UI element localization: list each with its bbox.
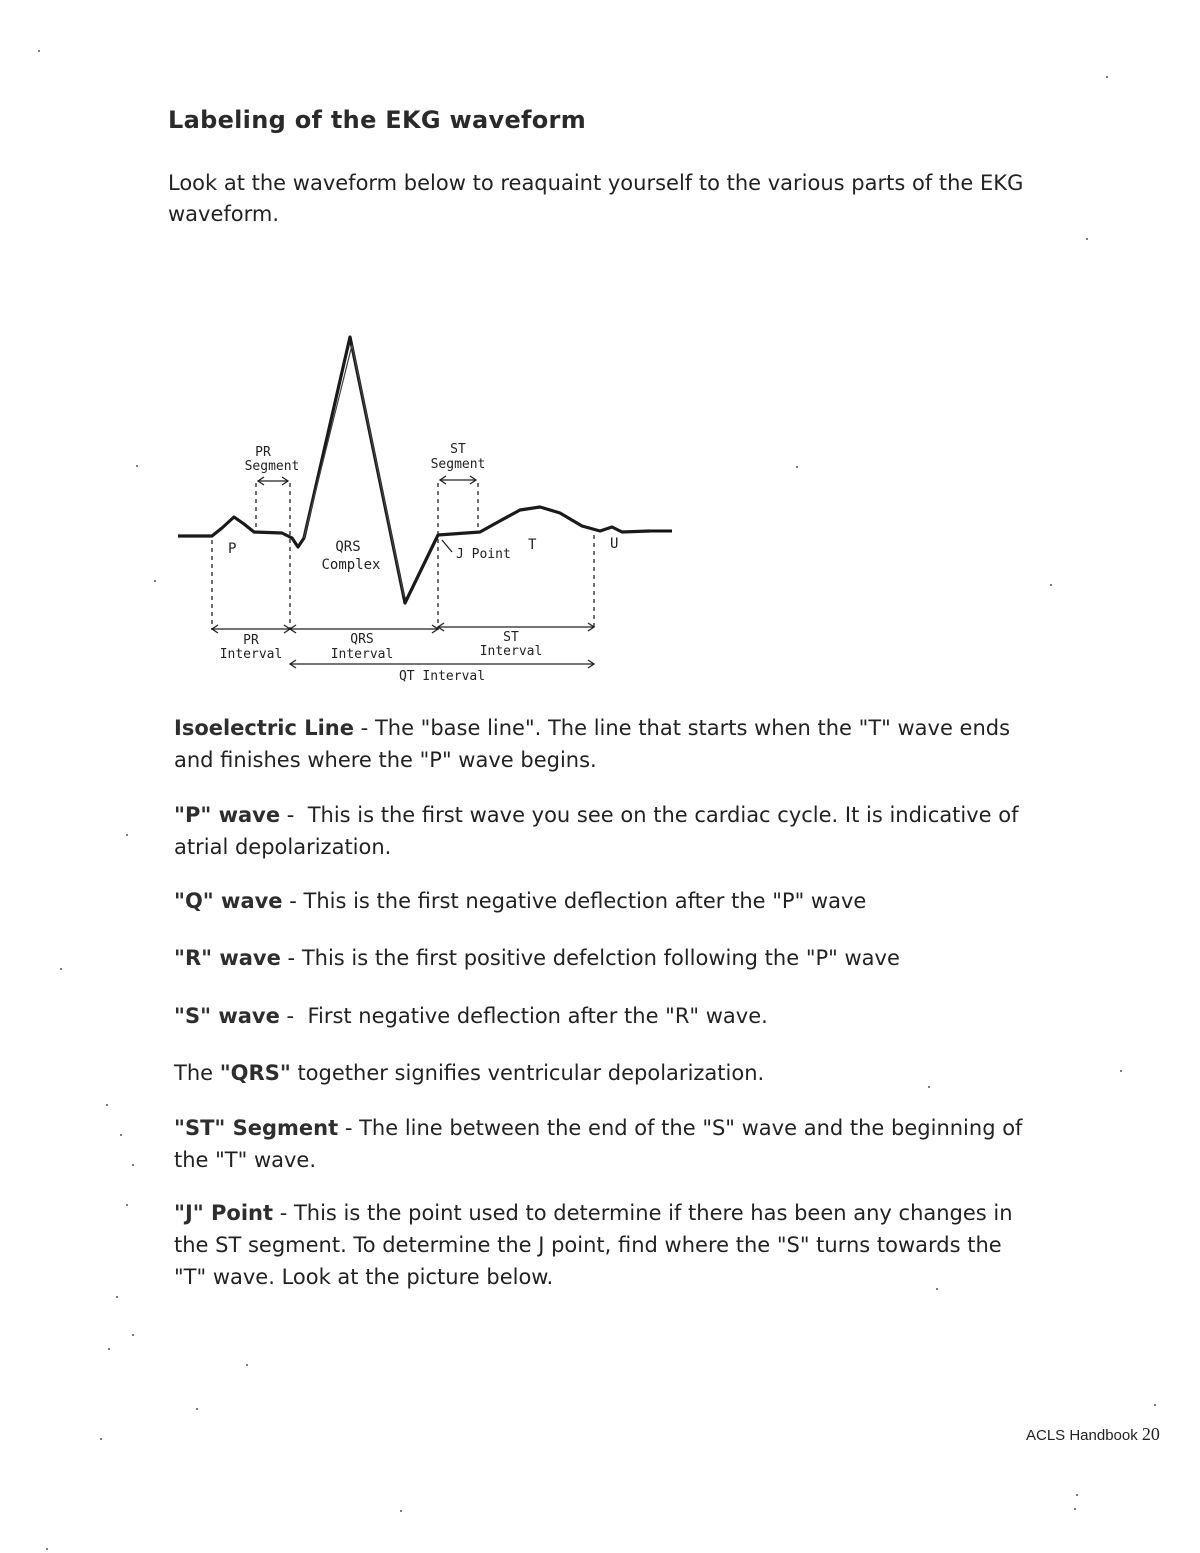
definition-separator: -	[338, 1116, 360, 1140]
scan-speck	[106, 1104, 108, 1106]
st-segment-label-1: ST	[450, 442, 466, 457]
scan-speck	[1076, 1494, 1078, 1496]
pr-interval-label-1: PR	[243, 633, 259, 648]
st-interval-label-2: Interval	[479, 644, 543, 659]
definition-text: This is the first negative deflection after the "P" wave	[303, 889, 867, 913]
definition-term: "J" Point	[174, 1201, 274, 1225]
definition-r-wave	[174, 942, 1034, 974]
definition-term: "ST" Segment	[174, 1116, 339, 1140]
scan-speck	[100, 1438, 102, 1440]
definition-text: together signifies ventricular depolarization.	[297, 1061, 765, 1085]
definition-separator: -	[273, 1201, 294, 1225]
definition-j-point	[174, 1197, 1034, 1293]
page-footer	[1026, 1424, 1160, 1445]
definition-st-segment	[174, 1112, 1034, 1176]
definition-prefix: The	[174, 1061, 220, 1085]
pr-segment-label-2: Segment	[244, 459, 300, 474]
definition-text: First negative deflection after the "R" wave.	[307, 1004, 768, 1028]
scan-speck	[126, 1204, 128, 1206]
definition-separator: -	[280, 803, 308, 827]
scan-speck	[1074, 1508, 1076, 1510]
definition-term: "P" wave	[174, 803, 281, 827]
qrs-complex-label-2: Complex	[321, 557, 381, 573]
scan-speck	[936, 1288, 938, 1290]
st-segment-label-2: Segment	[430, 457, 486, 472]
definition-separator: -	[279, 1004, 308, 1028]
u-wave-label: U	[610, 536, 619, 552]
definition-separator: -	[354, 716, 375, 740]
scan-speck	[1086, 238, 1088, 240]
interval-markers	[212, 483, 594, 630]
definition-text: This is the first positive defelction following the "P" wave	[301, 946, 900, 970]
scan-speck	[132, 1164, 134, 1166]
scan-speck	[136, 465, 138, 467]
qt-interval-label: QT Interval	[398, 669, 486, 684]
scan-speck	[60, 968, 62, 970]
j-point-label: J Point	[456, 547, 511, 562]
page-title: Labeling of the EKG waveform	[168, 106, 587, 134]
t-wave-label: T	[528, 537, 537, 553]
scan-speck	[38, 50, 40, 52]
definition-qrs	[174, 1057, 1034, 1089]
definition-separator: -	[280, 946, 302, 970]
scan-speck	[246, 1364, 248, 1366]
scan-speck	[108, 1348, 110, 1350]
qrs-interval-label-1: QRS	[350, 632, 374, 647]
definition-p-wave	[174, 799, 1034, 863]
definition-text: The line between the end of the "S" wave and the beginning of the "T" wave.	[174, 1116, 1023, 1172]
qrs-interval-label-2: Interval	[330, 647, 394, 662]
definition-isoelectric-line	[174, 712, 1034, 776]
scan-speck	[196, 1408, 198, 1410]
definition-s-wave	[174, 1000, 1034, 1032]
definition-term: "R" wave	[174, 946, 281, 970]
scan-speck	[1120, 1070, 1122, 1072]
definition-term: Isoelectric Line	[174, 716, 354, 740]
scan-speck	[132, 1334, 134, 1336]
definition-text: This is the point used to determine if there has been any changes in the ST segment. To determine the J point, find where the "S" turns towards the "T" wave. Look at the picture below.	[174, 1201, 1013, 1289]
interval-arrows	[212, 476, 594, 668]
page-number: 20	[1141, 1424, 1160, 1444]
scan-speck	[1050, 584, 1052, 586]
st-interval-label-1: ST	[503, 630, 519, 645]
scan-speck	[126, 834, 128, 836]
definition-term: "Q" wave	[174, 889, 283, 913]
scan-speck	[46, 1548, 48, 1550]
scan-speck	[928, 1086, 930, 1088]
definition-term: "QRS"	[219, 1061, 291, 1085]
definition-separator: -	[282, 889, 304, 913]
scan-speck	[120, 1134, 122, 1136]
ekg-waveform-diagram	[170, 320, 690, 700]
definition-term: "S" wave	[174, 1004, 280, 1028]
scan-speck	[1106, 76, 1108, 78]
scan-speck	[796, 466, 798, 468]
definition-q-wave	[174, 885, 1034, 917]
scan-speck	[116, 1296, 118, 1298]
footer-label: ACLS Handbook	[1026, 1427, 1142, 1444]
pr-segment-label-1: PR	[255, 445, 271, 460]
intro-paragraph: Look at the waveform below to reaquaint yourself to the various parts of the EKG waveform.	[168, 171, 1024, 226]
scan-speck	[1154, 1404, 1156, 1406]
definition-text: This is the first wave you see on the cardiac cycle. It is indicative of atrial depolarization.	[174, 803, 1019, 859]
qrs-complex-label-1: QRS	[335, 539, 361, 555]
p-wave-label: P	[228, 541, 237, 557]
definition-text: The "base line". The line that starts when the "T" wave ends and finishes where the "P" wave begins.	[174, 716, 1011, 772]
scan-speck	[154, 580, 156, 582]
scan-speck	[400, 1510, 402, 1512]
pr-interval-label-2: Interval	[219, 647, 283, 662]
